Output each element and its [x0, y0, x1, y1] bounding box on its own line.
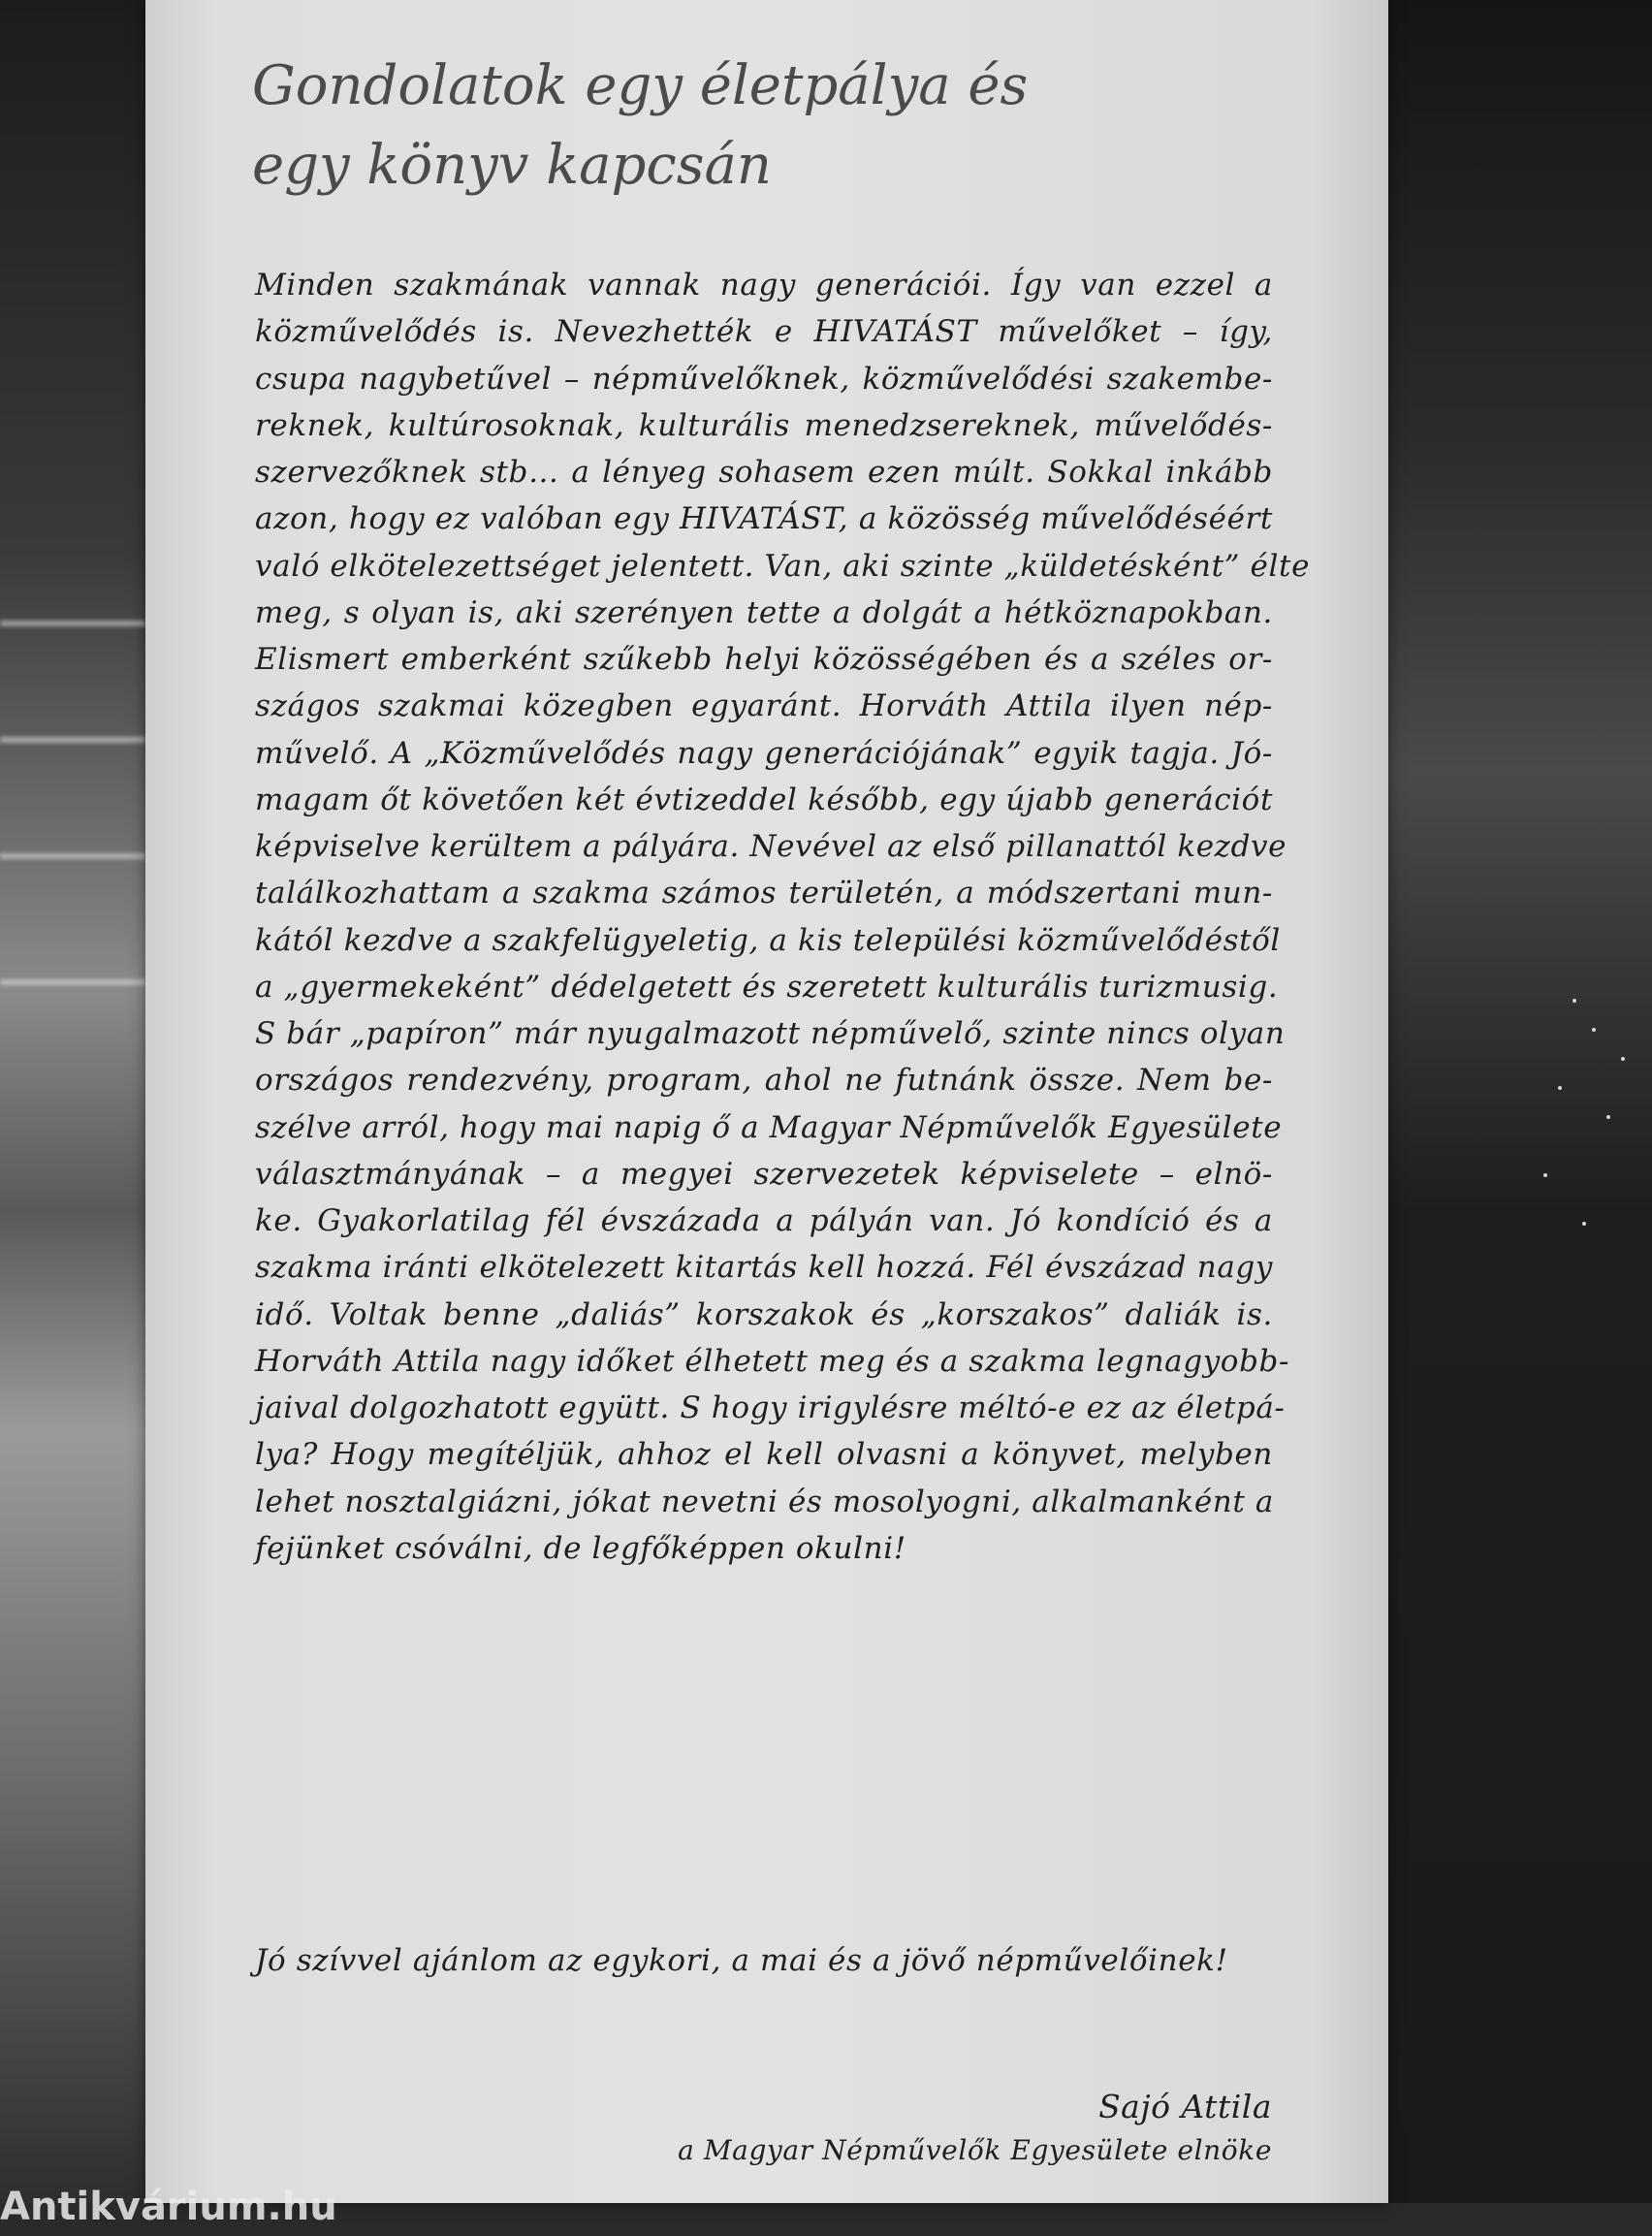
- text-line: kától kezdve a szakfelügyeletig, a kis települési közművelődéstől: [255, 922, 1281, 958]
- text-line: szágos szakmai közegben egyaránt. Horváth Attila ilyen nép-: [255, 688, 1273, 724]
- light-dot: [1573, 999, 1576, 1003]
- text-line: szervezőknek stb… a lényeg sohasem ezen múlt. Sokkal inkább: [255, 455, 1273, 490]
- text-line: találkozhattam a szakma számos területén, a módszertani mun-: [255, 876, 1273, 911]
- light-dot: [1543, 1173, 1547, 1177]
- background-left-photo: [0, 0, 145, 2203]
- light-dot: [1558, 1086, 1562, 1090]
- light-streak: [0, 979, 145, 985]
- text-line: ke. Gyakorlatilag fél évszázada a pályán van. Jó kondíció és a: [255, 1203, 1273, 1238]
- light-dot: [1621, 1057, 1625, 1061]
- text-line: S bár „papíron” már nyugalmazott népművelő, szinte nincs olyan: [255, 1016, 1286, 1051]
- text-line: országos rendezvény, program, ahol ne futnánk össze. Nem be-: [255, 1063, 1273, 1099]
- text-line: azon, hogy ez valóban egy HIVATÁST, a közösség művelődéséért: [255, 501, 1273, 537]
- text-line: Horváth Attila nagy időket élhetett meg és a szakma legnagyobb-: [255, 1343, 1290, 1379]
- background-right-photo: [1388, 0, 1652, 2203]
- light-dot: [1606, 1115, 1610, 1119]
- watermark: Antikvárium.hu: [0, 2185, 337, 2229]
- signature-name: Sajó Attila: [1098, 2088, 1272, 2125]
- book-page: [145, 0, 1388, 2203]
- text-line: reknek, kultúrosoknak, kulturális menedzsereknek, művelődés-: [255, 407, 1273, 443]
- text-line: magam őt követően két évtizeddel később, egy újabb generációt: [255, 782, 1273, 817]
- light-streak: [0, 853, 145, 859]
- text-line: meg, s olyan is, aki szerényen tette a dolgát a hétköznapokban.: [255, 594, 1273, 630]
- title-line: Gondolatok egy életpálya és: [252, 54, 1029, 117]
- text-line: jaival dolgozhatott együtt. S hogy irigylésre méltó-e ez az életpá-: [255, 1390, 1286, 1425]
- light-dot: [1582, 1222, 1586, 1226]
- closing-sentence: Jó szívvel ajánlom az egykori, a mai és a jövő népművelőinek!: [255, 1943, 1228, 1978]
- text-line: való elkötelezettséget jelentett. Van, aki szinte „küldetésként” élte: [255, 548, 1311, 584]
- light-dot: [1592, 1028, 1596, 1032]
- text-line: idő. Voltak benne „daliás” korszakok és „korszakos” daliák is.: [255, 1296, 1273, 1332]
- text-line: művelő. A „Közművelődés nagy generációjának” egyik tagja. Jó-: [255, 735, 1273, 771]
- title-line: egy könyv kapcsán: [252, 134, 772, 197]
- text-line: lya? Hogy megítéljük, ahhoz el kell olvasni a könyvet, melyben: [255, 1437, 1273, 1473]
- text-line: képviselve kerültem a pályára. Nevével az első pillanattól kezdve: [255, 829, 1287, 864]
- signature-block: [678, 2083, 1272, 2170]
- text-line: Elismert emberként szűkebb helyi közösségében és a széles or-: [255, 642, 1273, 677]
- page-title: [252, 47, 1318, 206]
- text-line: közművelődés is. Nevezhették e HIVATÁST művelőket – így,: [255, 314, 1273, 350]
- text-line: választmányának – a megyei szervezetek képviselete – elnö-: [255, 1156, 1273, 1192]
- text-line: fejünket csóválni, de legfőképpen okulni!: [255, 1530, 906, 1566]
- body-paragraph: [255, 262, 1311, 1572]
- text-line: a „gyermekeként” dédelgetett és szeretett kulturális turizmusig.: [255, 969, 1279, 1005]
- light-streak: [0, 737, 145, 743]
- signature-role: a Magyar Népművelők Egyesülete elnöke: [678, 2134, 1272, 2166]
- text-line: szélve arról, hogy mai napig ő a Magyar Népművelők Egyesülete: [255, 1109, 1283, 1145]
- light-streak: [0, 621, 145, 626]
- text-line: szakma iránti elkötelezett kitartás kell hozzá. Fél évszázad nagy: [255, 1250, 1273, 1286]
- text-line: Minden szakmának vannak nagy generációi. Így van ezzel a: [255, 268, 1273, 303]
- text-line: lehet nosztalgiázni, jókat nevetni és mosolyogni, alkalmanként a: [255, 1484, 1274, 1519]
- text-line: csupa nagybetűvel – népművelőknek, közművelődési szakembe-: [255, 361, 1273, 397]
